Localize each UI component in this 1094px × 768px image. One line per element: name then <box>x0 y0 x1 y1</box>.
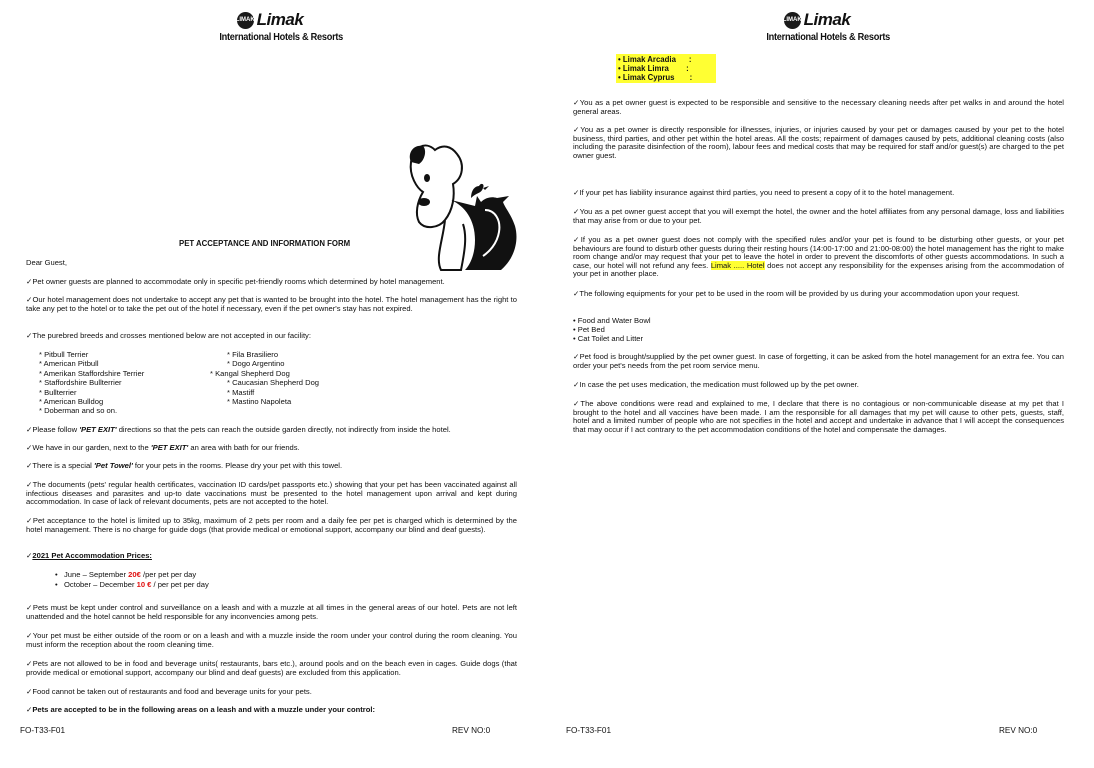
paragraph-areas: ✓Pets are accepted to be in the following areas on a leash and with a muzzle under your control: <box>26 705 375 714</box>
logo-subtitle: International Hotels & Resorts <box>219 32 344 43</box>
hotel-item: • Limak Cyprus : <box>618 73 693 82</box>
paragraph-r2: ✓You as a pet owner is directly responsible for illnesses, injuries, or injuries caused by your pet or damages caused by your pet to the hotel business, third parties, and other pet within the hotel areas. All the costs; repairment of damages caused by pets, additional cleaning costs (also including the parasite disinfection of the room), labour fees and medical costs that may be required for staff and/or guest(s) are charged to the pet owner guest. <box>573 125 1064 160</box>
paragraph-food: ✓Food cannot be taken out of restaurants and food and beverage units for your pets. <box>26 687 312 696</box>
paragraph-r3: ✓If your pet has liability insurance against third parties, you need to present a copy of it to the hotel management. <box>573 188 955 197</box>
logo-subtitle: International Hotels & Resorts <box>766 32 891 43</box>
footer-rev: REV NO:0 <box>452 726 491 735</box>
paragraph-acceptance: ✓Pet acceptance to the hotel is limited up to 35kg, maximum of 2 pets per room and a daily fee per pet is charged which is determined by the hotel management. There is no charge for guide dogs (that provide medical or emotional support, accompany our blind and deaf guests). <box>26 516 517 534</box>
paragraph-leash: ✓Pets must be kept under control and surveillance on a leash and with a muzzle at all times in the general areas of our hotel. Pets are not left unattended and the hotel cannot be held responsible for any inconvencies among pets. <box>26 603 517 621</box>
salutation: Dear Guest, <box>26 258 67 267</box>
breed-item: * Mastiff <box>227 387 255 397</box>
hotel-name-highlight: Limak ..... Hotel <box>710 260 765 270</box>
paragraph-r8: ✓In case the pet uses medication, the medication must followed up by the pet owner. <box>573 380 859 389</box>
breed-item: * American Pitbull <box>39 359 99 369</box>
equipment-item: • Food and Water Bowl <box>573 316 651 325</box>
logo-name: Limak <box>803 10 851 29</box>
paragraph-r6: ✓The following equipments for your pet to be used in the room will be provided by us during your accommodation upon your request. <box>573 289 1020 298</box>
hotel-logo <box>215 10 344 43</box>
breed-item: * Bullterrier <box>39 387 77 397</box>
limak-logo-mark: LIMAK <box>237 12 254 29</box>
hotel-item: • Limak Arcadia : <box>618 55 692 64</box>
breed-item: * Mastino Napoleta <box>227 397 292 407</box>
paragraph-2: ✓Our hotel management does not undertake to accept any pet that is wanted to be brought into the hotel. The hotel management has the right to take any pet to the hotel or to take the pet out of the hotel if necessary, even if the pet owner's stay has not expired. <box>26 295 517 313</box>
paragraph-r9: ✓The above conditions were read and explained to me, I declare that there is no contagious or non-communicable disease at my pet that I brought to the hotel and all vaccines have been made. I am the responsible for all damages that my pet will cause to other pets, guests, staff, hotel and a limited number of people who are not specifies in the hotel and accept and undertake in advance that I will accept the consequences that may occur if I act contrary to the pet accommodation conditions of the hotel and compensate the damages. <box>573 399 1064 434</box>
paragraph-towel: ✓There is a special 'Pet Towel' for your pets in the rooms. Please dry your pet with this towel. <box>26 461 343 470</box>
limak-logo-mark: LIMAK <box>784 12 801 29</box>
banned-breeds-left <box>39 350 144 416</box>
footer-code: FO-T33-F01 <box>566 726 612 735</box>
footer-rev: REV NO:0 <box>999 726 1038 735</box>
paragraph-r1: ✓You as a pet owner guest is expected to be responsible and sensitive to the necessary cleaning needs after pet walks in and around the hotel general areas. <box>573 98 1064 116</box>
breed-item: * American Bulldog <box>39 397 104 407</box>
breed-item: * Fila Brasiliero <box>227 350 279 359</box>
breed-item: * Dogo Argentino <box>227 359 285 369</box>
equipment-list <box>573 317 651 343</box>
breed-item: * Staffordshire Bullterrier <box>39 378 122 388</box>
paragraph-r5: ✓If you as a pet owner guest does not comply with the specified rules and/or your pet is found to be disturbing other guests, or your pet behaviours are found to disturb other guests during their resting hours (14:00-17:00 and 21:00-08:00) the hotel management has the right to make room change and/or may request that your pet to leave the hotel in order to prevent the discomforts of other guests accommodations. In such a case, our hotel will not refund any fees. Limak ..... Hotel does not accept any responsibility for the expenses arising from the accommodation of your pet in another place. <box>573 235 1064 279</box>
paragraph-r4: ✓You as a pet owner guest accept that you will exempt the hotel, the owner and the hotel affiliates from any personal damage, loss and liabilities that may arise from or due to your pet. <box>573 207 1064 225</box>
equipment-item: • Cat Toilet and Litter <box>573 333 644 343</box>
paragraph-pet-exit: ✓Please follow 'PET EXIT' directions so that the pets can reach the outside garden directly, not indirectly from inside the hotel. <box>26 425 451 434</box>
equipment-item: • Pet Bed <box>573 324 605 334</box>
price-row: • June – September 20€ /per pet per day <box>55 570 197 579</box>
paragraph-r7: ✓Pet food is brought/supplied by the pet owner guest. In case of forgetting, it can be asked from the hotel management for an extra fee. You can order your pet's needs from the pet room service menu. <box>573 352 1064 370</box>
paragraph-documents: ✓The documents (pets' regular health certificates, vaccination ID cards/pet passports etc.) showing that your pet has been vaccinated against all infectious diseases and parasites and up-to date vaccinations must be presented to the hotel management upon arrival and kept during accommodation. In case of lack of relevant documents, pets are not accepted to the hotel. <box>26 480 517 507</box>
paragraph-fnb: ✓Pets are not allowed to be in food and beverage units( restaurants, bars etc.), around pools and on the beach even in cages. Guide dogs (that provide medical or emotional support, accompany our blind and deaf guests) are excluded from this application. <box>26 659 517 677</box>
paragraph-3: ✓The purebred breeds and crosses mentioned below are not accepted in our facility: <box>26 331 311 340</box>
logo-name: Limak <box>256 10 304 29</box>
price-list <box>55 570 209 589</box>
paragraph-cleaning: ✓Your pet must be either outside of the room or on a leash and with a muzzle inside the room under your control during the room cleaning. You must inform the reception about the room cleaning time. <box>26 631 517 649</box>
breed-item: * Pitbull Terrier <box>39 350 89 359</box>
hotel-item: • Limak Limra : <box>618 64 689 73</box>
paragraph-garden: ✓We have in our garden, next to the 'PET EXIT' an area with bath for our friends. <box>26 443 300 452</box>
breed-item: * Doberman and so on. <box>39 406 118 416</box>
prices-heading: ✓2021 Pet Accommodation Prices: <box>26 551 152 560</box>
breed-item: * Caucasian Shepherd Dog <box>227 378 320 388</box>
hotel-list <box>616 54 716 83</box>
banned-breeds-right <box>210 350 319 406</box>
footer-code: FO-T33-F01 <box>20 726 66 735</box>
breed-item: * Kangal Shepherd Dog <box>210 368 290 378</box>
price-row: • October – December 10 € / per pet per day <box>55 579 209 589</box>
hotel-logo <box>762 10 891 43</box>
paragraph-1: ✓Pet owner guests are planned to accommodate only in specific pet-friendly rooms which determined by hotel management. <box>26 277 445 286</box>
dog-cat-illustration <box>405 140 525 274</box>
breed-item: * Amerikan Staffordshire Terrier <box>39 368 145 378</box>
form-title: PET ACCEPTANCE AND INFORMATION FORM <box>179 239 351 248</box>
